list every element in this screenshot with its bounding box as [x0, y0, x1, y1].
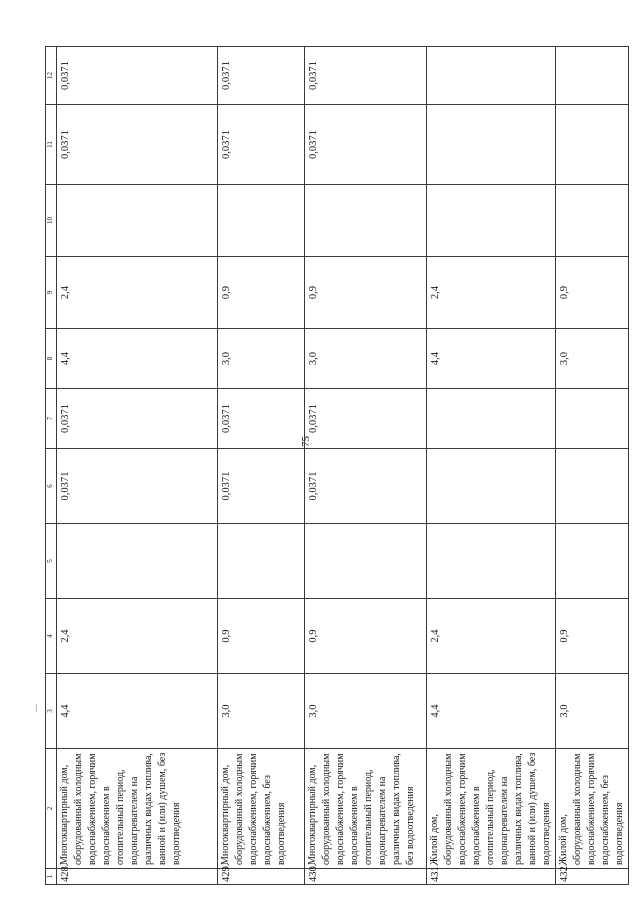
cell-c9: 2,4	[427, 257, 556, 329]
scan-mark	[36, 704, 37, 712]
cell-c8: 3,0	[556, 329, 629, 389]
cell-c3: 4,4	[427, 674, 556, 749]
cell-c11: 0,0371	[57, 105, 218, 185]
cell-c7: 0,0371	[57, 389, 218, 449]
cell-c9: 0,9	[218, 257, 305, 329]
housing-type: Многоквартирный дом, оборудованный холодным водоснабжением, горячим водоснабжением в отопительный период, водонагревателем на различных видах топлива, без водоотведения	[305, 749, 427, 869]
row-number: 428.	[57, 869, 218, 885]
cell-c5	[218, 524, 305, 599]
col-num-7: 7	[46, 389, 57, 449]
col-num-5: 5	[46, 524, 57, 599]
row-number: 432.	[556, 869, 629, 885]
cell-c12: 0,0371	[218, 47, 305, 105]
cell-c10	[305, 185, 427, 257]
cell-c6	[427, 449, 556, 524]
cell-c4: 0,9	[218, 599, 305, 674]
cell-c11: 0,0371	[305, 105, 427, 185]
cell-c4: 2,4	[427, 599, 556, 674]
cell-c7: 0,0371	[305, 389, 427, 449]
col-num-11: 11	[46, 105, 57, 185]
col-num-9: 9	[46, 257, 57, 329]
rotated-table-container	[45, 47, 625, 885]
cell-c7	[427, 389, 556, 449]
col-num-6: 6	[46, 449, 57, 524]
row-number: 429.	[218, 869, 305, 885]
cell-c5	[427, 524, 556, 599]
cell-c10	[218, 185, 305, 257]
cell-c3: 4,4	[57, 674, 218, 749]
cell-c6	[556, 449, 629, 524]
cell-c8: 3,0	[305, 329, 427, 389]
cell-c12	[427, 47, 556, 105]
cell-c8: 3,0	[218, 329, 305, 389]
cell-c3: 3,0	[556, 674, 629, 749]
col-num-2: 2	[46, 749, 57, 869]
col-num-12: 12	[46, 47, 57, 105]
cell-c6: 0,0371	[305, 449, 427, 524]
cell-c3: 3,0	[218, 674, 305, 749]
cell-c11: 0,0371	[218, 105, 305, 185]
cell-c12	[556, 47, 629, 105]
cell-c3: 3,0	[305, 674, 427, 749]
cell-c11	[556, 105, 629, 185]
cell-c4: 0,9	[305, 599, 427, 674]
table-row	[427, 47, 556, 885]
cell-c11	[427, 105, 556, 185]
cell-c7: 0,0371	[218, 389, 305, 449]
cell-c10	[427, 185, 556, 257]
col-num-10: 10	[46, 185, 57, 257]
page-number: 75	[300, 436, 312, 447]
col-num-4: 4	[46, 599, 57, 674]
cell-c6: 0,0371	[218, 449, 305, 524]
cell-c8: 4,4	[427, 329, 556, 389]
cell-c8: 4,4	[57, 329, 218, 389]
column-number-row	[46, 47, 57, 885]
col-num-8: 8	[46, 329, 57, 389]
cell-c7	[556, 389, 629, 449]
housing-type: Жилой дом, оборудованный холодным водоснабжением, горячим водоснабжением в отопительный период, водонагревателем на различных видах топлива, ванной и (или) душем, без водоотведения	[427, 749, 556, 869]
table-row	[218, 47, 305, 885]
cell-c9: 0,9	[305, 257, 427, 329]
cell-c5	[57, 524, 218, 599]
table-row	[305, 47, 427, 885]
cell-c9: 0,9	[556, 257, 629, 329]
cell-c9: 2,4	[57, 257, 218, 329]
row-number: 430.	[305, 869, 427, 885]
cell-c4: 0,9	[556, 599, 629, 674]
cell-c5	[305, 524, 427, 599]
table-row	[556, 47, 629, 885]
housing-type: Жилой дом, оборудованный холодным водоснабжением, горячим водоснабжением, без водоотведения	[556, 749, 629, 869]
cell-c4: 2,4	[57, 599, 218, 674]
cell-c12: 0,0371	[57, 47, 218, 105]
cell-c10	[57, 185, 218, 257]
table-row	[57, 47, 218, 885]
col-num-1: 1	[46, 869, 57, 885]
cell-c5	[556, 524, 629, 599]
row-number: 431.	[427, 869, 556, 885]
cell-c10	[556, 185, 629, 257]
cell-c12: 0,0371	[305, 47, 427, 105]
col-num-3: 3	[46, 674, 57, 749]
housing-type: Многоквартирный дом, оборудованный холодным водоснабжением, горячим водоснабжением, без водоотведения	[218, 749, 305, 869]
housing-type: Многоквартирный дом, оборудованный холодным водоснабжением, горячим водоснабжением в отопительный период, водонагревателем на различных видах топлива, ванной и (или) душем, без водоотведения	[57, 749, 218, 869]
cell-c6: 0,0371	[57, 449, 218, 524]
norms-table	[45, 46, 629, 885]
